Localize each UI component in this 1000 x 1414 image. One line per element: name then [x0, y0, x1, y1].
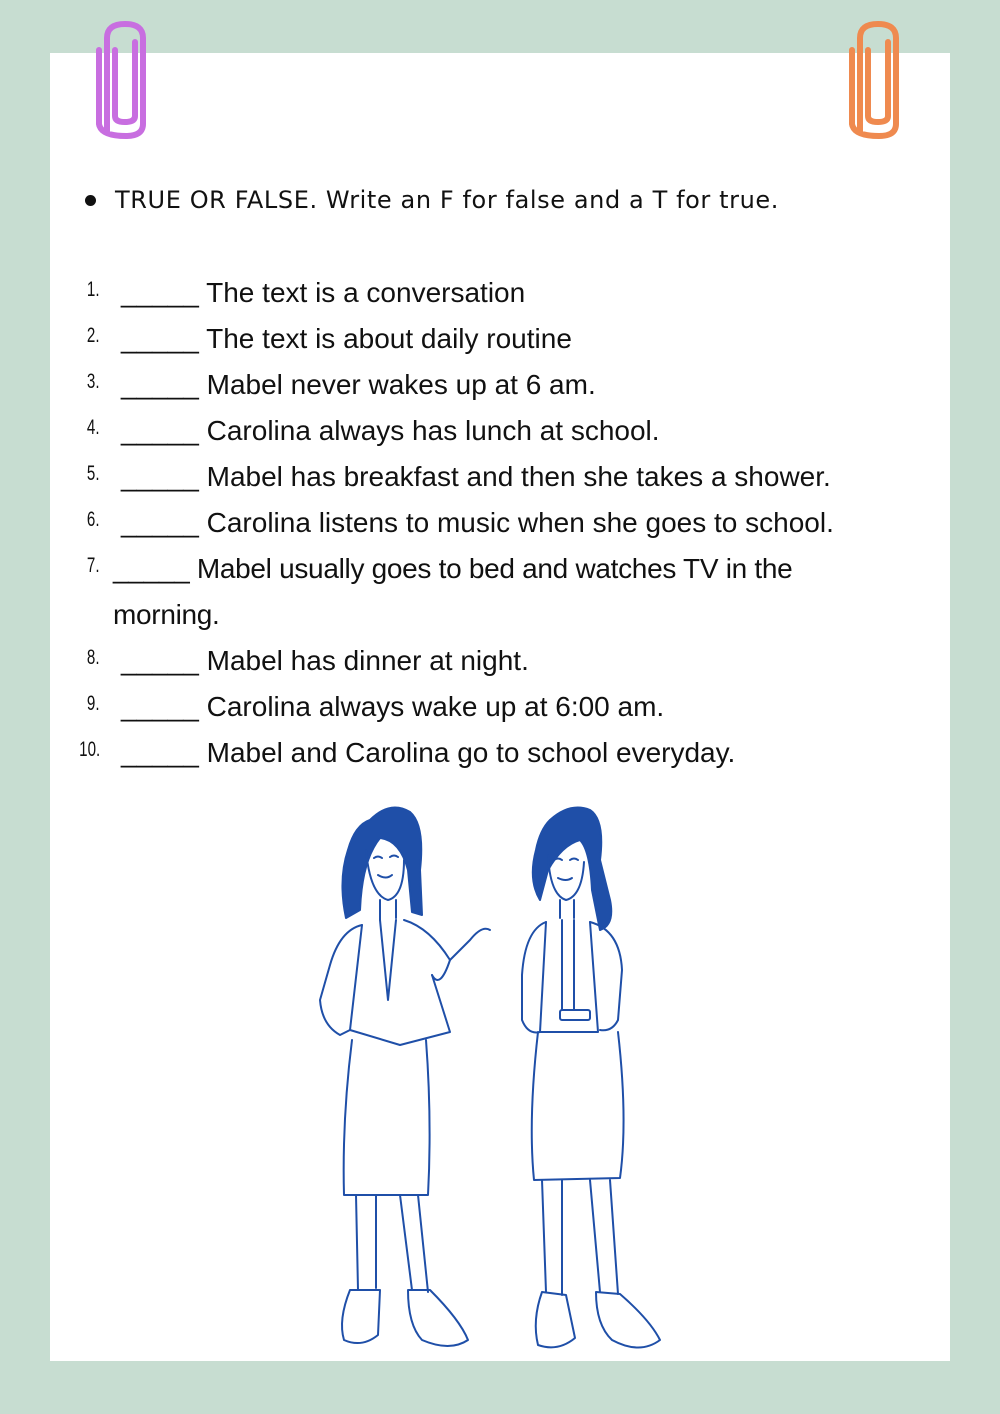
two-women-illustration [300, 800, 690, 1365]
bullet-icon [85, 195, 96, 206]
item-number: 2. [87, 324, 100, 347]
item-number: 1. [87, 278, 100, 301]
list-item [0, 408, 1000, 454]
list-item [0, 500, 1000, 546]
item-statement: _____ Mabel has dinner at night. [121, 645, 529, 676]
item-statement: _____ Mabel has breakfast and then she takes a shower. [121, 461, 831, 492]
item-statement: _____ Carolina listens to music when she goes to school. [121, 507, 834, 538]
item-number: 8. [87, 646, 100, 669]
item-number: 4. [87, 416, 100, 439]
woman-right-figure [522, 808, 660, 1348]
list-item [0, 454, 1000, 500]
item-statement: _____ Mabel and Carolina go to school everyday. [121, 737, 736, 768]
paperclip-icon [95, 20, 157, 142]
instruction-text: TRUE OR FALSE. Write an F for false and a T for true. [115, 186, 779, 214]
item-statement: _____ The text is about daily routine [121, 323, 572, 354]
instruction-line [85, 186, 779, 214]
item-number: 7. [87, 554, 100, 577]
item-statement: _____ Carolina always has lunch at school. [121, 415, 660, 446]
list-item [0, 270, 1000, 316]
item-statement: _____ Carolina always wake up at 6:00 am. [121, 691, 665, 722]
item-number: 6. [87, 508, 100, 531]
item-number: 9. [87, 692, 100, 715]
list-item [0, 362, 1000, 408]
list-item [0, 730, 1000, 776]
list-item [0, 316, 1000, 362]
item-statement: _____ Mabel never wakes up at 6 am. [121, 369, 596, 400]
list-item [0, 546, 1000, 638]
item-statement: _____ The text is a conversation [121, 277, 526, 308]
item-number: 10. [78, 738, 100, 761]
list-item [0, 684, 1000, 730]
item-statement: _____ Mabel usually goes to bed and watches TV in the morning. [113, 553, 793, 630]
item-number: 3. [87, 370, 100, 393]
list-item [0, 638, 1000, 684]
woman-left-figure [320, 808, 490, 1347]
true-false-list [0, 270, 1000, 776]
paperclip-icon [848, 20, 910, 142]
item-number: 5. [87, 462, 100, 485]
